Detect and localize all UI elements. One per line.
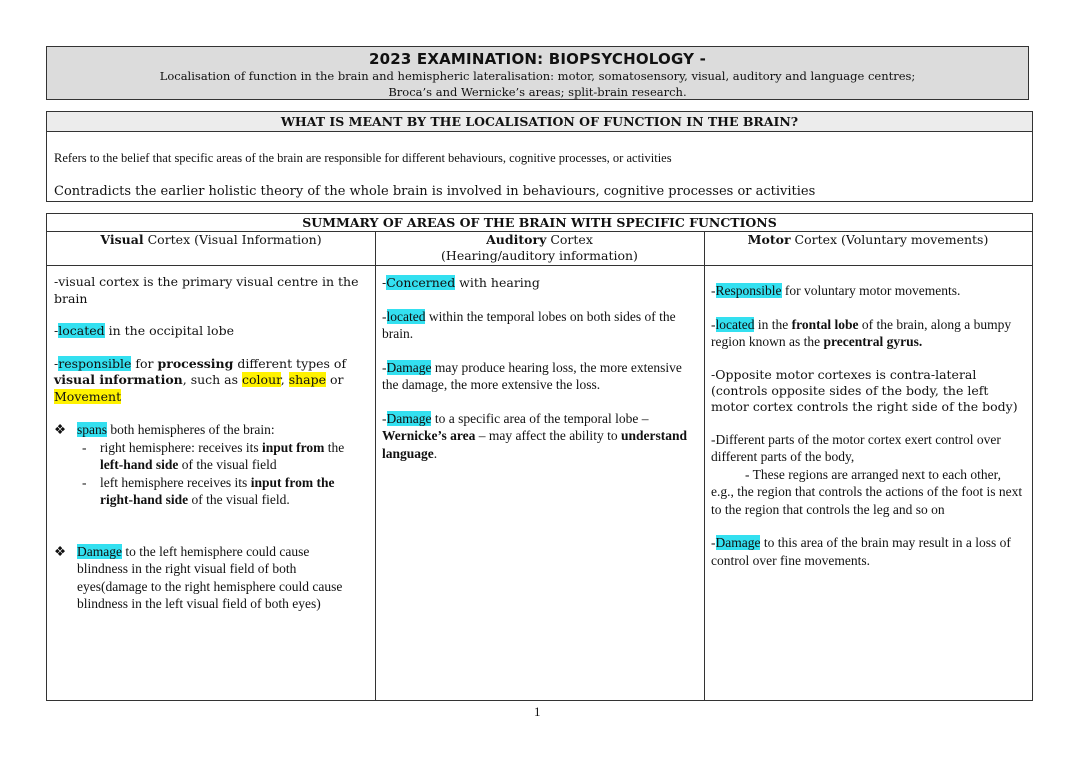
motor-cortex-column [711, 282, 1027, 585]
definition-text: Refers to the belief that specific areas of the brain are responsible for different behaviours, cognitive processes, or activities [54, 151, 672, 165]
text: the [324, 439, 345, 455]
bold-text: visual information [54, 372, 183, 387]
motor-p2 [711, 316, 1027, 351]
text: left hemisphere receives its [100, 474, 251, 490]
motor-p4: -Different parts of the motor cortex exert control over different parts of the body, [711, 431, 1001, 464]
text: - [711, 316, 716, 332]
visual-bullet-1 [54, 421, 370, 439]
text: with hearing [455, 275, 540, 290]
motor-cortex-header [704, 232, 1032, 265]
text: - [382, 308, 387, 324]
motor-p1 [711, 282, 1027, 300]
auditory-header-line2: (Hearing/auditory information) [441, 248, 638, 263]
text: , such as [182, 372, 243, 387]
highlight: shape [288, 372, 327, 387]
bold-text: understand language [382, 428, 687, 461]
highlight: Damage [77, 543, 122, 559]
text: - [711, 535, 716, 550]
bold-text: precentral gyrus. [823, 334, 923, 349]
text: may produce hearing loss, the more extensive the damage, the more extensive the loss. [382, 359, 682, 392]
auditory-header-bold: Auditory [486, 232, 547, 247]
auditory-p2 [382, 308, 698, 343]
text: in the [754, 316, 792, 332]
diamond-bullet-icon: ❖ [54, 422, 67, 437]
text: of the visual field [178, 457, 277, 472]
auditory-p4 [382, 410, 698, 463]
highlight: located [715, 316, 755, 332]
bold-text: left-hand side [100, 457, 179, 472]
dash: - [82, 439, 87, 455]
text: or [326, 372, 344, 387]
visual-p2 [54, 323, 370, 340]
contrast-text: Contradicts the earlier holistic theory of the whole brain is involved in behaviours, cognitive processes or activities [54, 184, 816, 199]
text: within the temporal lobes on both sides of the brain. [382, 308, 676, 341]
visual-header-bold: Visual [100, 232, 144, 247]
text: of the brain, along a bumpy region known as the [711, 316, 1012, 349]
motor-header-bold: Motor [747, 232, 791, 247]
column-divider [704, 232, 705, 701]
document-title: 2023 EXAMINATION: BIOPSYCHOLOGY - [368, 50, 707, 68]
bold-text: input from the [250, 474, 335, 490]
text: - [54, 355, 59, 371]
visual-cortex-header [47, 232, 375, 265]
text: . [433, 445, 438, 461]
column-divider [375, 232, 376, 701]
bold-text: right-hand side [100, 492, 189, 507]
bold-text: processing [157, 355, 234, 371]
motor-p3: -Opposite motor cortexes is contra-lateral (controls opposite sides of the body, the left motor cortex controls the right side of the body) [711, 366, 1018, 414]
text: in the occipital lobe [104, 323, 234, 338]
text: - [382, 410, 387, 426]
dash: - [82, 474, 87, 490]
text: for voluntary motor movements. [781, 283, 961, 298]
diamond-bullet-icon: ❖ [54, 543, 67, 559]
highlight: spans [77, 422, 107, 437]
motor-p4-sub: - These regions are arranged next to each other, e.g., the region that controls the actions of the foot is next to the region that controls the leg and so on [711, 466, 1023, 517]
subtitle-line-2: Broca’s and Wernicke’s areas; split-brain research. [388, 85, 687, 99]
visual-p1: -visual cortex is the primary visual centre in the brain [54, 274, 359, 306]
text: – may affect the ability to [475, 428, 621, 443]
auditory-p1 [382, 274, 698, 292]
text: right hemisphere: receives its [100, 439, 262, 455]
highlight: Damage [715, 535, 761, 550]
auditory-cortex-header [375, 232, 704, 265]
motor-header-rest: Cortex (Voluntary movements) [790, 232, 989, 247]
summary-table [46, 213, 1033, 701]
localisation-definition-box [46, 111, 1033, 202]
highlight: responsible [58, 355, 132, 371]
text: of the visual field. [188, 492, 290, 507]
visual-cortex-column [54, 274, 370, 613]
motor-p5 [711, 534, 1027, 569]
text: for [131, 355, 158, 371]
auditory-cortex-column [382, 274, 698, 478]
highlight: Concerned [386, 275, 456, 290]
visual-p3 [54, 356, 370, 406]
visual-bullet-2 [54, 543, 362, 613]
auditory-p3 [382, 359, 698, 394]
text: both hemispheres of the brain: [107, 422, 275, 437]
visual-sub-1 [54, 439, 370, 474]
visual-sub-2 [54, 474, 370, 509]
bold-text: input from [261, 439, 325, 455]
highlight: colour [242, 372, 281, 387]
header-row-divider [47, 265, 1032, 266]
question-heading: WHAT IS MEANT BY THE LOCALISATION OF FUNCTION IN THE BRAIN? [47, 112, 1032, 132]
title-box [46, 46, 1029, 100]
text: to this area of the brain may result in a loss of control over fine movements. [711, 535, 1011, 568]
auditory-header-rest: Cortex [546, 232, 593, 247]
bold-text: Wernicke’s area [382, 428, 476, 443]
highlight: located [386, 308, 426, 324]
highlight: Responsible [715, 283, 782, 298]
subtitle-line-1: Localisation of function in the brain and hemispheric lateralisation: motor, somatosensory, visual, auditory and language centres; [159, 69, 916, 83]
text: different types of [233, 355, 347, 371]
summary-heading: SUMMARY OF AREAS OF THE BRAIN WITH SPECIFIC FUNCTIONS [47, 214, 1032, 232]
highlight: Damage [386, 410, 432, 426]
visual-header-rest: Cortex (Visual Information) [143, 232, 322, 247]
highlight: Movement [54, 388, 122, 404]
text: - [382, 275, 387, 290]
highlight: Damage [386, 359, 432, 375]
text: - [711, 283, 716, 298]
bold-text: frontal lobe [791, 316, 859, 332]
text: - [54, 323, 59, 338]
text: - [382, 359, 387, 375]
text: to a specific area of the temporal lobe – [431, 410, 649, 426]
text: to the left hemisphere could cause blindness in the right visual field of both eyes(damage to the right hemisphere could cause blindness in the left visual field of both eyes) [77, 543, 343, 611]
page-number: 1 [534, 704, 541, 719]
highlight: located [58, 323, 105, 338]
text: , [280, 372, 289, 387]
